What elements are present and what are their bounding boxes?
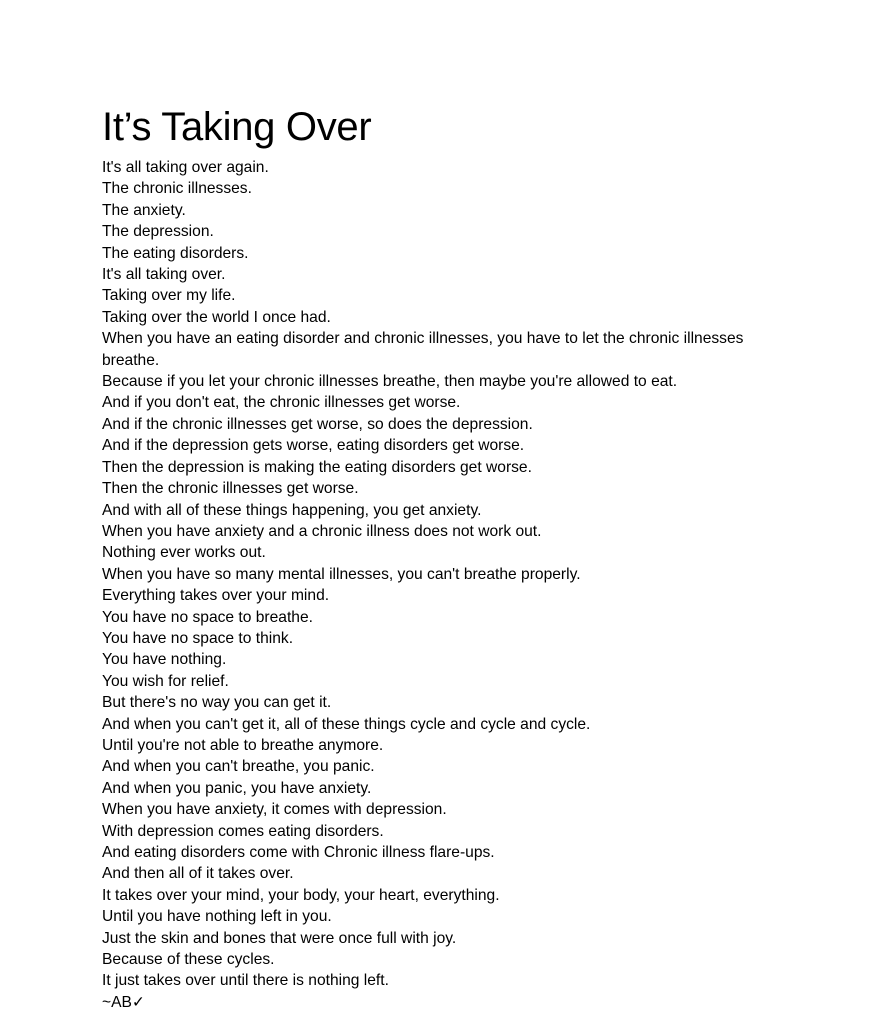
document-page xyxy=(102,104,782,1013)
poem-line: And eating disorders come with Chronic illness flare-ups. xyxy=(102,844,495,861)
signature: ~AB✓ xyxy=(102,993,145,1011)
poem-line: It's all taking over. xyxy=(102,266,226,284)
poem-line: Nothing ever works out. xyxy=(102,544,266,562)
poem-line: Just the skin and bones that were once full with joy. xyxy=(102,929,457,947)
poem-line: Everything takes over your mind. xyxy=(102,587,330,605)
poem-line: It takes over your mind, your body, your heart, everything. xyxy=(102,886,500,904)
poem-line: You wish for relief. xyxy=(102,672,229,690)
poem-line: But there's no way you can get it. xyxy=(102,694,332,712)
poem-line: It's all taking over again. xyxy=(102,159,269,176)
poem-line: Because if you let your chronic illnesses breathe, then maybe you're allowed to eat. xyxy=(102,373,678,391)
poem-line: Until you're not able to breathe anymore. xyxy=(102,736,384,754)
poem-line: It just takes over until there is nothing left. xyxy=(102,972,389,990)
poem-line: The anxiety. xyxy=(102,201,186,219)
poem-line: And if you don't eat, the chronic illnesses get worse. xyxy=(102,394,461,412)
poem-line: When you have an eating disorder and chronic illnesses, you have to let the chronic illnesses breathe. xyxy=(102,330,744,369)
poem-line: The eating disorders. xyxy=(102,244,249,262)
poem-line: You have no space to breathe. xyxy=(102,608,313,626)
poem-line: With depression comes eating disorders. xyxy=(102,822,384,840)
poem-line: And when you can't get it, all of these things cycle and cycle and cycle. xyxy=(102,715,591,733)
poem-line: When you have anxiety and a chronic illness does not work out. xyxy=(102,522,542,540)
poem-line: You have nothing. xyxy=(102,651,227,669)
poem-line: Until you have nothing left in you. xyxy=(102,908,332,926)
poem-line: You have no space to think. xyxy=(102,629,294,647)
poem-line: And then all of it takes over. xyxy=(102,865,294,883)
poem-line: Then the chronic illnesses get worse. xyxy=(102,480,359,498)
poem-line: And when you panic, you have anxiety. xyxy=(102,779,372,797)
poem-line: Because of these cycles. xyxy=(102,951,275,969)
poem-line: The chronic illnesses. xyxy=(102,180,252,198)
poem-line: Then the depression is making the eating disorders get worse. xyxy=(102,458,532,476)
poem-line: The depression. xyxy=(102,223,214,241)
document-title: It’s Taking Over xyxy=(102,105,372,149)
poem-line: When you have so many mental illnesses, you can't breathe properly. xyxy=(102,565,581,583)
poem-line: Taking over the world I once had. xyxy=(102,308,331,326)
poem-line: And if the chronic illnesses get worse, so does the depression. xyxy=(102,415,533,433)
poem-line: Taking over my life. xyxy=(102,287,236,305)
poem-line: And if the depression gets worse, eating disorders get worse. xyxy=(102,437,525,455)
poem-line: When you have anxiety, it comes with depression. xyxy=(102,801,447,819)
poem-line: And with all of these things happening, you get anxiety. xyxy=(102,501,482,519)
poem-line: And when you can't breathe, you panic. xyxy=(102,758,375,776)
poem-body xyxy=(102,157,782,992)
